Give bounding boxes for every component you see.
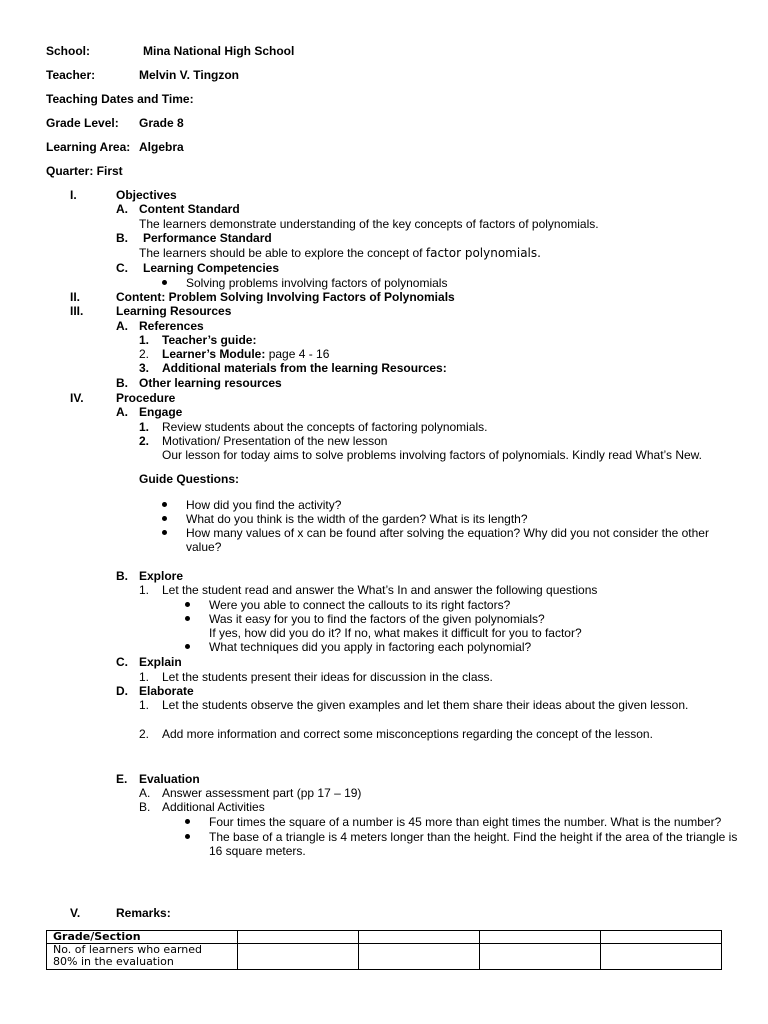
learning-area-value: Algebra bbox=[139, 140, 184, 154]
reference-2-text bbox=[162, 347, 329, 361]
explore-letter: B. bbox=[116, 569, 128, 583]
engage-1-number: 1. bbox=[139, 420, 150, 434]
performance-standard-text-tail: factor polynomials. bbox=[425, 246, 541, 260]
reference-1-number: 1. bbox=[139, 333, 150, 347]
content-standard-letter: A. bbox=[116, 202, 128, 216]
evaluation-letter: E. bbox=[116, 772, 128, 786]
learning-resources-heading: Learning Resources bbox=[116, 304, 232, 318]
section-number-2: II. bbox=[70, 290, 81, 304]
content-heading: Content: Problem Solving Involving Factors of Polynomials bbox=[116, 290, 455, 304]
table-row bbox=[47, 944, 722, 970]
explore-question-item: What techniques did you apply in factoring each polynomial? bbox=[209, 640, 532, 654]
evaluation-b-text: Additional Activities bbox=[162, 800, 265, 814]
objectives-heading: Objectives bbox=[116, 188, 177, 202]
table-cell bbox=[480, 931, 601, 944]
explain-1-text: Let the students present their ideas for discussion in the class. bbox=[162, 670, 493, 684]
table-cell bbox=[238, 944, 359, 970]
table-row-label-line: 80% in the evaluation bbox=[53, 955, 174, 968]
section-number-3: III. bbox=[70, 304, 84, 318]
explore-1-number: 1. bbox=[139, 583, 150, 597]
learning-competencies-letter: C. bbox=[116, 261, 128, 275]
reference-2-label: Learner’s Module: bbox=[162, 347, 266, 361]
table-cell bbox=[601, 944, 722, 970]
performance-standard-text-main: The learners should be able to explore the concept of bbox=[139, 246, 426, 260]
explore-question-item: Were you able to connect the callouts to its right factors? bbox=[209, 598, 511, 612]
references-letter: A. bbox=[116, 319, 128, 333]
guide-question-item-continued: value? bbox=[186, 540, 222, 554]
performance-standard-text bbox=[139, 246, 541, 260]
explore-1-text: Let the student read and answer the What’s In and answer the following questions bbox=[162, 583, 598, 597]
quarter-label: Quarter: First bbox=[46, 164, 123, 178]
elaborate-2-text: Add more information and correct some misconceptions regarding the concept of the lesson. bbox=[162, 727, 653, 741]
elaborate-2-number: 2. bbox=[139, 727, 150, 741]
explain-letter: C. bbox=[116, 655, 128, 669]
evaluation-a-letter: A. bbox=[139, 786, 151, 800]
elaborate-letter: D. bbox=[116, 684, 128, 698]
section-number-1: I. bbox=[70, 188, 77, 202]
reference-2-number: 2. bbox=[139, 347, 150, 361]
learning-competencies-heading: Learning Competencies bbox=[143, 261, 280, 275]
remarks-heading: Remarks: bbox=[116, 906, 171, 920]
competency-item: Solving problems involving factors of polynomials bbox=[186, 276, 448, 290]
explain-heading: Explain bbox=[139, 655, 182, 669]
teacher-label: Teacher: bbox=[46, 68, 96, 82]
engage-2-description: Our lesson for today aims to solve problems involving factors of polynomials. Kindly read What’s New. bbox=[162, 448, 703, 462]
activity-item: Four times the square of a number is 45 more than eight times the number. What is the number? bbox=[209, 815, 722, 829]
performance-standard-heading: Performance Standard bbox=[143, 231, 272, 245]
guide-question-item: How many values of x can be found after solving the equation? Why did you not consider the other bbox=[186, 526, 709, 540]
performance-standard-letter: B. bbox=[116, 231, 128, 245]
engage-2-text: Motivation/ Presentation of the new lesson bbox=[162, 434, 388, 448]
bullet-icon bbox=[185, 834, 190, 839]
engage-1-text: Review students about the concepts of factoring polynomials. bbox=[162, 420, 488, 434]
table-header-cell: Grade/Section bbox=[47, 931, 238, 944]
other-resources-heading: Other learning resources bbox=[139, 376, 282, 390]
engage-2-number: 2. bbox=[139, 434, 150, 448]
remarks-table bbox=[46, 930, 722, 970]
evaluation-heading: Evaluation bbox=[139, 772, 200, 786]
bullet-icon bbox=[162, 530, 167, 535]
grade-level-label: Grade Level: bbox=[46, 116, 119, 130]
table-cell bbox=[480, 944, 601, 970]
reference-2-pages: page 4 - 16 bbox=[265, 347, 330, 361]
learning-area-label: Learning Area: bbox=[46, 140, 131, 154]
section-number-4: IV. bbox=[70, 391, 84, 405]
teaching-dates-label: Teaching Dates and Time: bbox=[46, 92, 194, 106]
explore-question-item-continued: If yes, how did you do it? If no, what makes it difficult for you to factor? bbox=[209, 626, 582, 640]
elaborate-1-text: Let the students observe the given examples and let them share their ideas about the given lesson. bbox=[162, 698, 689, 712]
school-value: Mina National High School bbox=[143, 44, 295, 58]
table-cell bbox=[359, 944, 480, 970]
table-cell bbox=[238, 931, 359, 944]
table-row-label-line: No. of learners who earned bbox=[53, 943, 202, 956]
explore-heading: Explore bbox=[139, 569, 184, 583]
evaluation-a-text: Answer assessment part (pp 17 – 19) bbox=[162, 786, 362, 800]
reference-3-text: Additional materials from the learning Resources: bbox=[162, 361, 447, 375]
guide-questions-heading: Guide Questions: bbox=[139, 472, 240, 486]
content-standard-heading: Content Standard bbox=[139, 202, 240, 216]
explain-1-number: 1. bbox=[139, 670, 150, 684]
teacher-value: Melvin V. Tingzon bbox=[139, 68, 240, 82]
table-cell bbox=[359, 931, 480, 944]
school-label: School: bbox=[46, 44, 90, 58]
other-resources-letter: B. bbox=[116, 376, 128, 390]
explore-question-item: Was it easy for you to find the factors of the given polynomials? bbox=[209, 612, 545, 626]
content-standard-text: The learners demonstrate understanding of the key concepts of factors of polynomials. bbox=[139, 217, 599, 231]
bullet-icon bbox=[162, 516, 167, 521]
section-number-5: V. bbox=[70, 906, 81, 920]
bullet-icon bbox=[185, 616, 190, 621]
reference-1-text: Teacher’s guide: bbox=[162, 333, 257, 347]
elaborate-heading: Elaborate bbox=[139, 684, 194, 698]
bullet-icon bbox=[162, 280, 167, 285]
procedure-heading: Procedure bbox=[116, 391, 176, 405]
guide-question-item: How did you find the activity? bbox=[186, 498, 342, 512]
grade-level-value: Grade 8 bbox=[139, 116, 184, 130]
table-row bbox=[47, 931, 722, 944]
table-row-label bbox=[47, 944, 238, 970]
engage-letter: A. bbox=[116, 405, 128, 419]
engage-heading: Engage bbox=[139, 405, 183, 419]
bullet-icon bbox=[185, 602, 190, 607]
table-cell bbox=[601, 931, 722, 944]
references-heading: References bbox=[139, 319, 204, 333]
activity-item-continued: 16 square meters. bbox=[209, 844, 306, 858]
bullet-icon bbox=[162, 502, 167, 507]
bullet-icon bbox=[185, 644, 190, 649]
guide-question-item: What do you think is the width of the garden? What is its length? bbox=[186, 512, 528, 526]
evaluation-b-letter: B. bbox=[139, 800, 151, 814]
reference-3-number: 3. bbox=[139, 361, 150, 375]
activity-item: The base of a triangle is 4 meters longer than the height. Find the height if the area of the triangle is bbox=[209, 830, 738, 844]
elaborate-1-number: 1. bbox=[139, 698, 150, 712]
bullet-icon bbox=[185, 819, 190, 824]
